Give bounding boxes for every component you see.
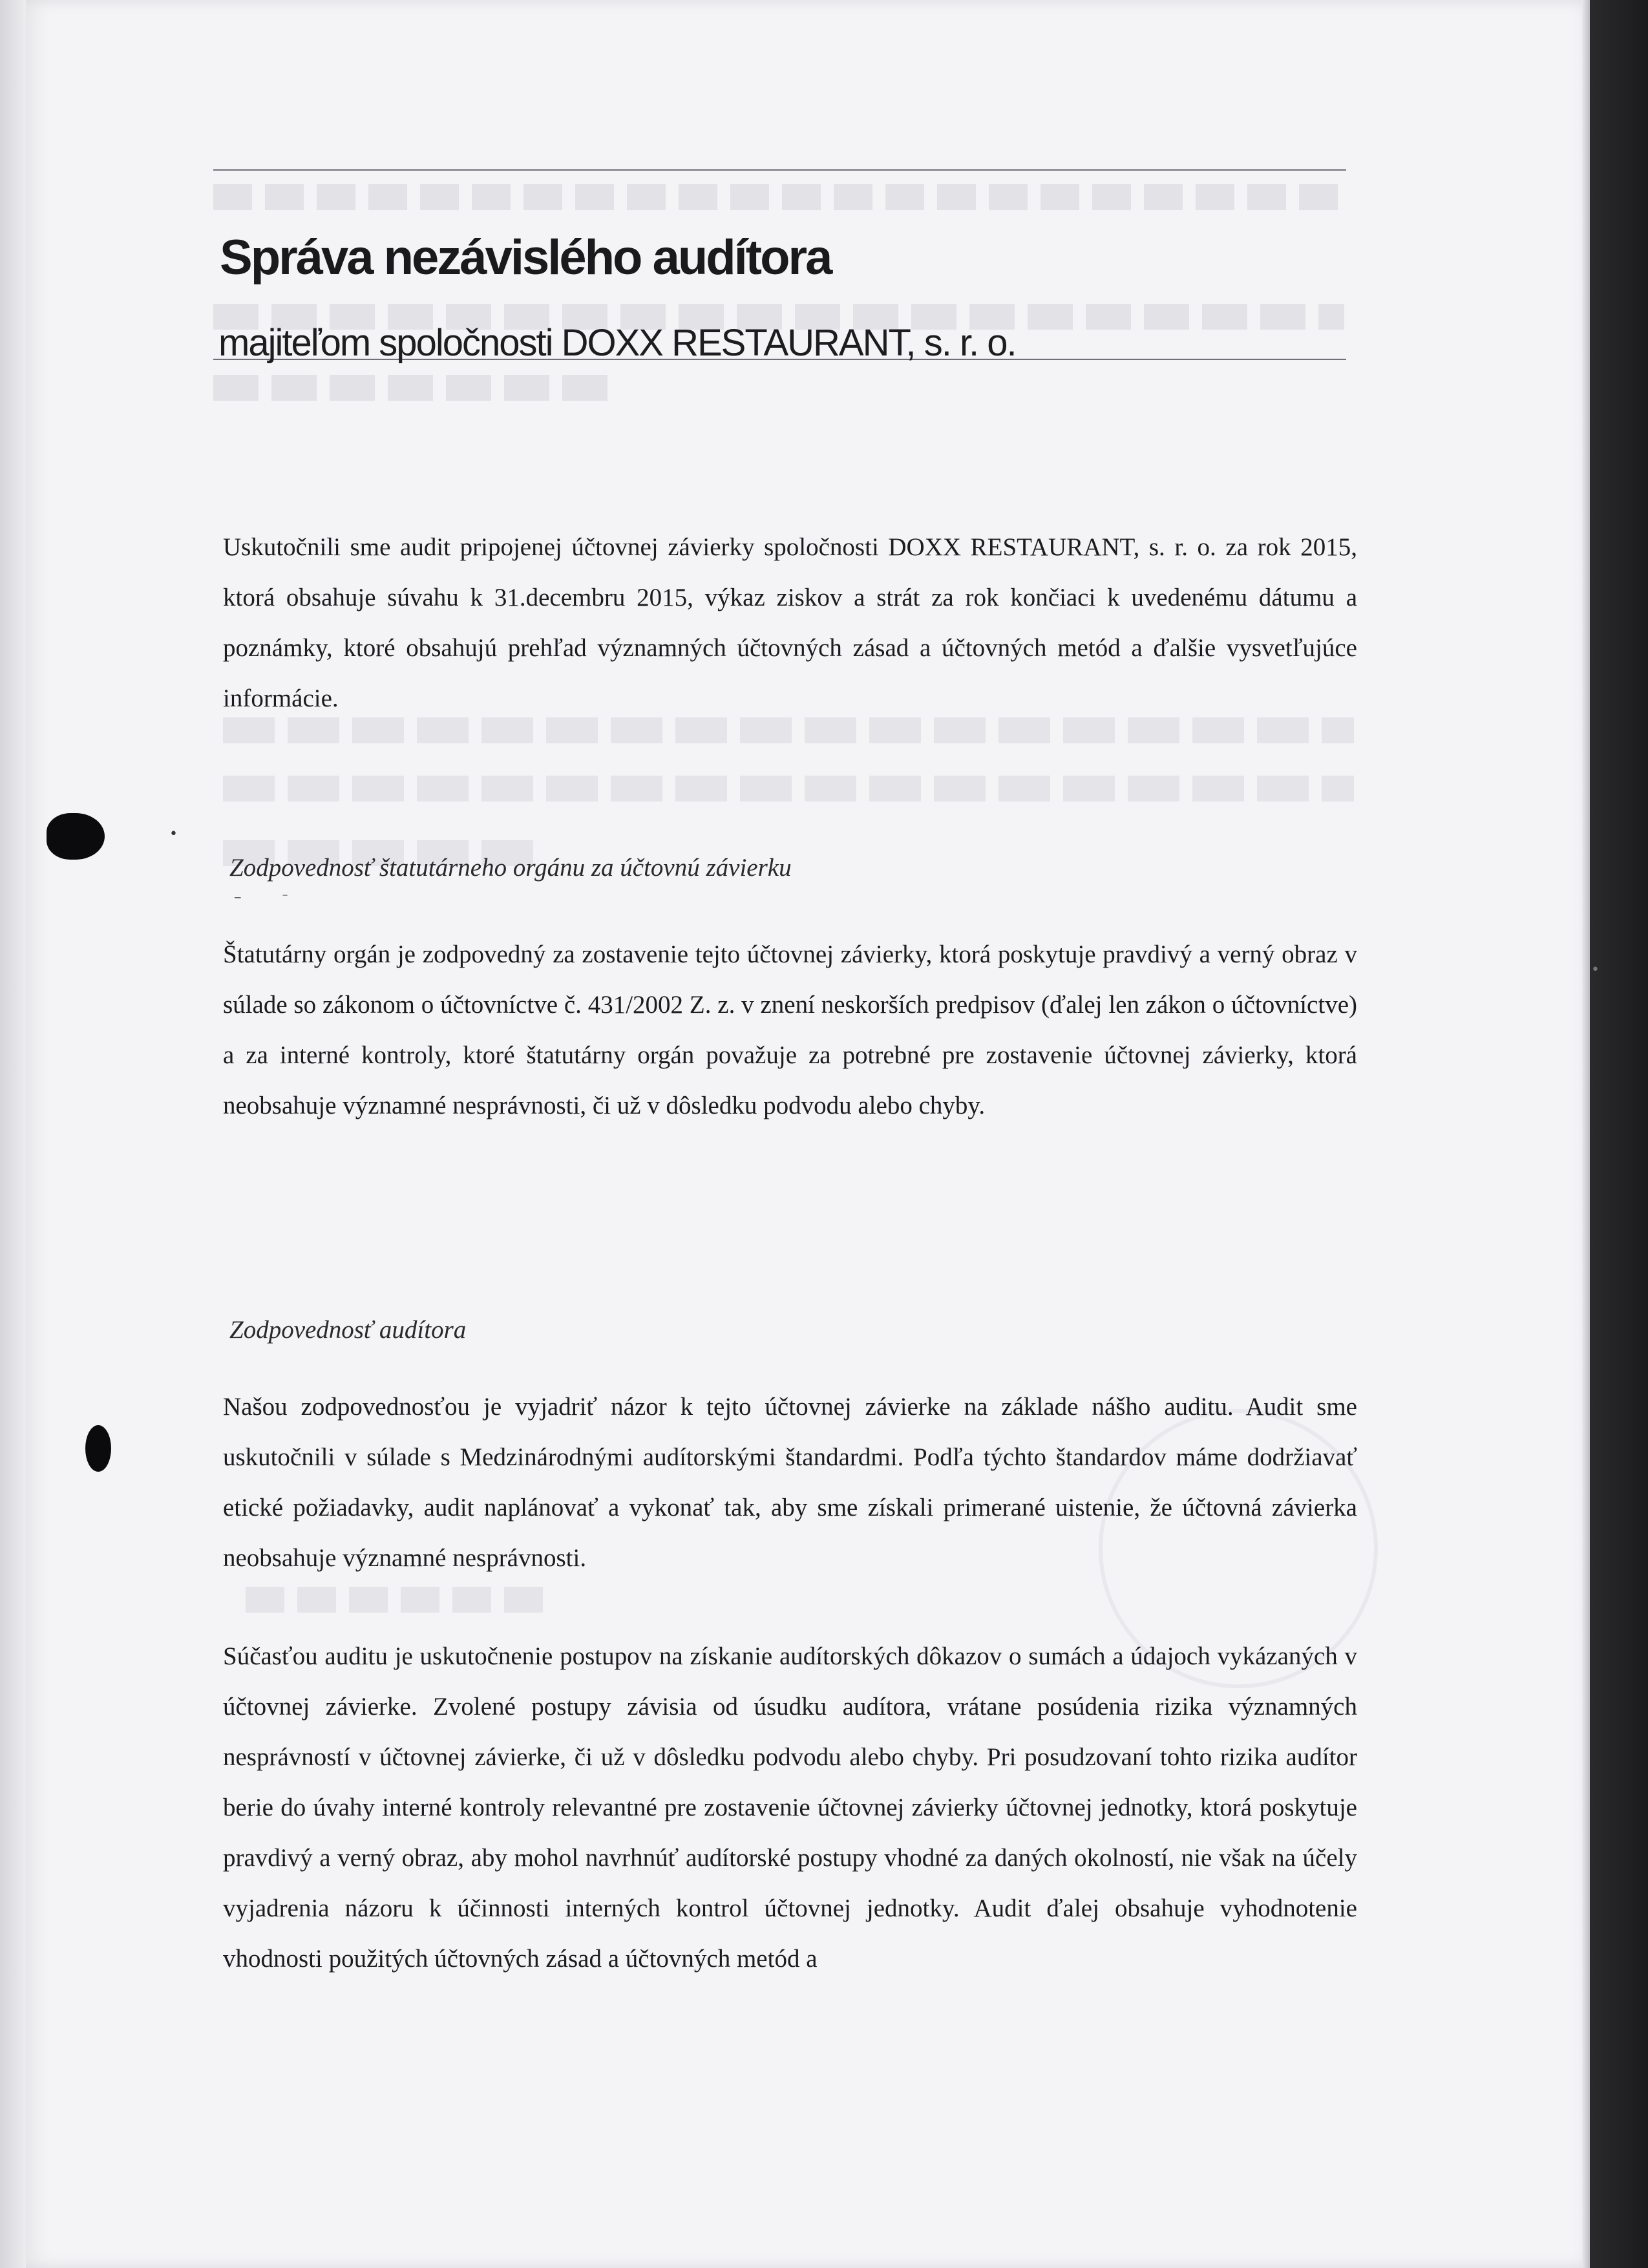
report-title: Správa nezávislého audítora — [220, 230, 831, 285]
auditor-paragraph-2: Súčasťou auditu je uskutočnenie postupov na získanie audítorských dôkazov o sumách a údajoch vykázaných v účtovnej závierke. Zvolené postupy závisia od úsudku audítora, vrátane posúdenia rizika významných nesprávností v účtovnej závierke, či už v dôsledku podvodu alebo chyby. Pri posudzovaní tohto rizika audítor berie do úvahy interné kontroly relevantné pre zostavenie účtovnej závierky účtovnej jednotky, ktorá poskytuje pravdivý a verný obraz, aby mohol navrhnúť audítorské postupy vhodné za daných okolností, nie však na účely vyjadrenia názoru k účinnosti interných kontrol účtovnej jednotky. Audit ďalej obsahuje vyhodnotenie vhodnosti použitých účtovných zásad a účtovných metód a — [223, 1642, 1357, 1973]
show-through-line — [213, 375, 614, 401]
show-through-line — [213, 184, 1344, 210]
show-through-line — [246, 1587, 549, 1613]
auditor-paragraph-1: Našou zodpovednosťou je vyjadriť názor k tejto účtovnej závierke na základe nášho auditu. Audit sme uskutočnili v súlade s Medzinárodnými audítorskými štandardmi. Podľa týchto štandardov máme dodržiavať etické požiadavky, audit naplánovať a vykonať tak, aby sme získali primerané uistenie, že účtovná závierka neobsahuje významné nesprávnosti. — [223, 1393, 1357, 1572]
paper-edge — [1582, 0, 1590, 2268]
show-through-line — [223, 776, 1354, 801]
section-heading-statutory: Zodpovednosť štatutárneho orgánu za účtovnú závierku — [229, 854, 792, 882]
speck: ‒ ⁻ — [234, 891, 288, 904]
punch-hole — [85, 1425, 111, 1472]
speck: • — [1591, 962, 1600, 978]
statutory-paragraph: Štatutárny orgán je zodpovedný za zostavenie tejto účtovnej závierky, ktorá poskytuje pravdivý a verný obraz v súlade so zákonom o účtovníctve č. 431/2002 Z. z. v znení neskorších predpisov (ďalej len zákon o účtovníctve) a za interné kontroly, ktoré štatutárny orgán považuje za potrebné pre zostavenie účtovnej závierky, ktorá neobsahuje významné nesprávnosti, či už v dôsledku podvodu alebo chyby. — [223, 940, 1357, 1119]
section-heading-auditor: Zodpovednosť audítora — [229, 1316, 467, 1344]
report-subtitle: majiteľom spoločnosti DOXX RESTAURANT, s. r. o. — [218, 322, 1016, 364]
speck: • — [169, 826, 178, 842]
header-top-rule — [213, 169, 1346, 171]
intro-paragraph: Uskutočnili sme audit pripojenej účtovnej závierky spoločnosti DOXX RESTAURANT, s. r. o. za rok 2015, ktorá obsahuje súvahu k 31.decembru 2015, výkaz ziskov a strát za rok končiaci k uvedenému dátumu a poznámky, ktoré obsahujú prehľad významných účtovných zásad a účtovných metód a ďalšie vysvetľujúce informácie. — [223, 533, 1357, 712]
punch-hole — [47, 813, 105, 860]
